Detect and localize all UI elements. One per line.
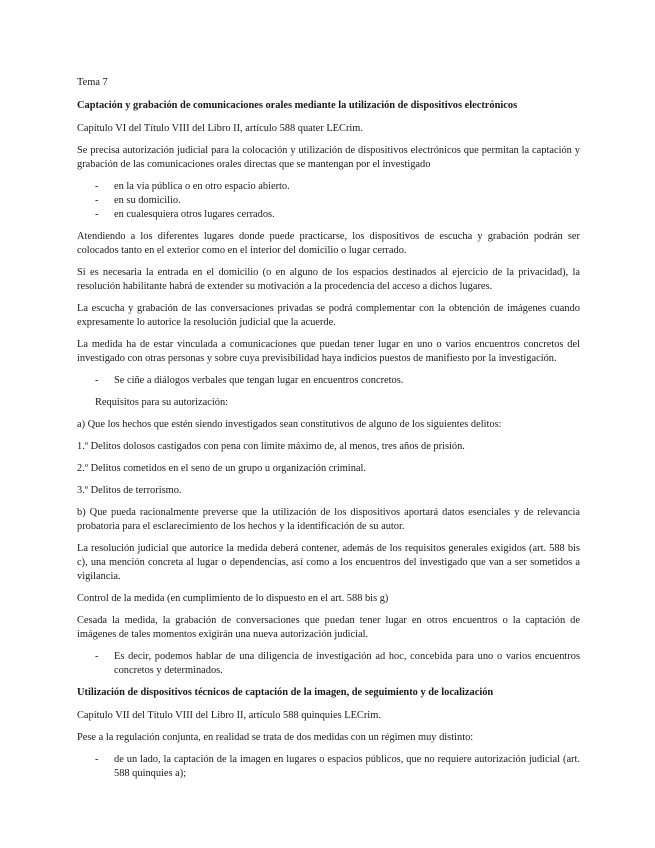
paragraph: a) Que los hechos que estén siendo investigados sean constitutivos de alguno de los siguientes delitos: [77, 419, 502, 430]
requirements-label: Requisitos para su autorización: [95, 397, 229, 408]
paragraph: Capítulo VI del Título VIII del Libro II, artículo 588 quater LECrim. [77, 123, 363, 134]
paragraph: 2.º Delitos cometidos en el seno de un grupo u organización criminal. [77, 463, 366, 474]
paragraph: Si es necesaria la entrada en el domicilio (o en alguno de los espacios destinados al ejercicio de la privacidad), la resolución habilitante habrá de extender su motivación a la procedencia del acceso a dichos lugares. [77, 267, 580, 292]
section-heading-1: Captación y grabación de comunicaciones orales mediante la utilización de dispositivos electrónicos [77, 100, 518, 111]
paragraph: b) Que pueda racionalmente preverse que la utilización de los dispositivos aportará datos esenciales y de relevancia probatoria para el esclarecimiento de los hechos y la identificación de su autor. [77, 507, 580, 532]
dash-bullet: - [95, 754, 99, 765]
list-item [77, 194, 580, 208]
paragraph: La escucha y grabación de las conversaciones privadas se podrá complementar con la obtención de imágenes cuando expresamente lo autorice la resolución judicial que la acuerde. [77, 303, 580, 328]
bullet-list [77, 753, 580, 781]
paragraph: Cesada la medida, la grabación de conversaciones que puedan tener lugar en otros encuentros o la captación de imágenes de tales momentos exigirán una nueva autorización judicial. [77, 615, 580, 640]
paragraph: Se precisa autorización judicial para la colocación y utilización de dispositivos electrónicos que permitan la captación y grabación de las comunicaciones orales directas que se mantengan por el investigado [77, 145, 580, 170]
paragraph: La medida ha de estar vinculada a comunicaciones que puedan tener lugar en uno o varios encuentros concretos del investigado con otras personas y sobre cuya previsibilidad haya indicios puestos de manifiesto por la investigación. [77, 339, 580, 364]
list-item [77, 374, 580, 388]
dash-bullet: - [95, 375, 99, 386]
bullet-list [77, 374, 580, 388]
dash-bullet: - [95, 195, 99, 206]
list-item [77, 180, 580, 194]
paragraph: 1.º Delitos dolosos castigados con pena con límite máximo de, al menos, tres años de prisión. [77, 441, 465, 452]
dash-bullet: - [95, 209, 99, 220]
list-item-text: en cualesquiera otros lugares cerrados. [114, 209, 275, 220]
list-item [77, 753, 580, 781]
paragraph: Atendiendo a los diferentes lugares donde puede practicarse, los dispositivos de escucha y grabación podrán ser colocados tanto en el exterior como en el interior del domicilio o lugar cerrado. [77, 231, 580, 256]
paragraph: Pese a la regulación conjunta, en realidad se trata de dos medidas con un régimen muy distinto: [77, 732, 474, 743]
list-item [77, 650, 580, 678]
paragraph: La resolución judicial que autorice la medida deberá contener, además de los requisitos generales exigidos (art. 588 bis c), una mención concreta al lugar o dependencias, así como a los encuentros del investigado que van a ser sometidos a vigilancia. [77, 543, 580, 582]
paragraph: Capítulo VII del Título VIII del Libro II, artículo 588 quinquies LECrim. [77, 710, 381, 721]
bullet-list [77, 180, 580, 222]
list-item-text: Se ciñe a diálogos verbales que tengan lugar en encuentros concretos. [114, 375, 404, 386]
paragraph: Control de la medida (en cumplimiento de lo dispuesto en el art. 588 bis g) [77, 593, 389, 604]
topic-label: Tema 7 [77, 77, 108, 88]
section-heading-2: Utilización de dispositivos técnicos de captación de la imagen, de seguimiento y de localización [77, 687, 494, 698]
paragraph: 3.º Delitos de terrorismo. [77, 485, 182, 496]
dash-bullet: - [95, 181, 99, 192]
list-item-text: en su domicilio. [114, 195, 181, 206]
list-item [77, 208, 580, 222]
list-item-text: de un lado, la captación de la imagen en lugares o espacios públicos, que no requiere autorización judicial (art. 588 quinquies a); [114, 754, 580, 779]
dash-bullet: - [95, 651, 99, 662]
document-page [77, 76, 580, 789]
list-item-text: Es decir, podemos hablar de una diligencia de investigación ad hoc, concebida para uno o varios encuentros concretos y determinados. [114, 651, 580, 676]
list-item-text: en la vía pública o en otro espacio abierto. [114, 181, 290, 192]
bullet-list [77, 650, 580, 678]
